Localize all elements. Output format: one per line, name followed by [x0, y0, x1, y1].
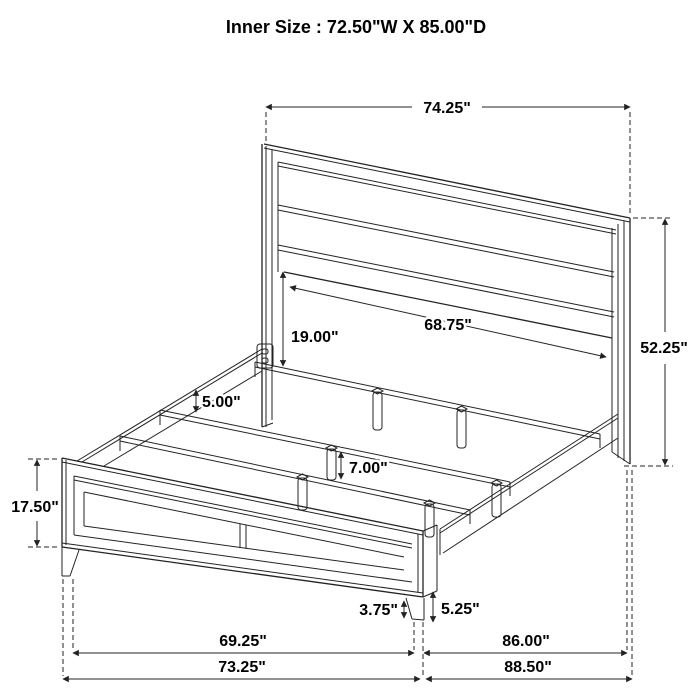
headboard: [257, 144, 630, 464]
dim-rail-floor-clearance: [433, 592, 480, 622]
dim-inner-depth: [424, 633, 627, 653]
dim-headboard-width-label: 74.25": [423, 100, 471, 117]
side-rails: [77, 349, 618, 555]
dim-rail-floor-clearance-label: 5.25": [441, 601, 480, 618]
footboard-right-foot: [406, 598, 424, 620]
dim-footboard-foot-height: [359, 601, 404, 619]
dim-footboard-inner-width-label: 69.25": [219, 633, 267, 650]
slat-legs: [297, 388, 502, 537]
dim-footboard-outer-width: [63, 659, 420, 679]
dim-headboard-panel-width: [290, 287, 606, 357]
dim-center-leg-height-label: 7.00": [349, 460, 388, 477]
dim-center-leg-height: [341, 452, 388, 479]
dim-headboard-height-label: 52.25": [640, 340, 688, 357]
dim-footboard-inner-width: [73, 633, 414, 653]
inner-size-title: Inner Size : 72.50"W X 85.00"D: [225, 17, 487, 37]
dim-side-rail-height: [196, 390, 241, 412]
dim-footboard-height-label: 17.50": [11, 499, 59, 516]
dim-side-rail-height-label: 5.00": [202, 394, 241, 411]
dim-footboard-foot-height-label: 3.75": [359, 602, 398, 619]
footboard: [62, 458, 437, 620]
dim-footboard-height: [11, 459, 59, 547]
dim-outer-depth: [426, 659, 632, 679]
footboard-left-foot: [62, 547, 79, 576]
dim-headboard-height: [624, 218, 688, 466]
dim-headboard-clearance: [283, 272, 339, 366]
dim-inner-depth-label: 86.00": [502, 633, 550, 650]
support-slats: [120, 362, 600, 537]
dim-headboard-clearance-label: 19.00": [291, 329, 339, 346]
dim-outer-depth-label: 88.50": [504, 659, 552, 676]
dim-headboard-width: [266, 100, 630, 215]
dim-headboard-panel-width-label: 68.75": [424, 317, 472, 334]
dimension-annotations: [11, 100, 688, 679]
dim-footboard-outer-width-label: 73.25": [218, 659, 266, 676]
